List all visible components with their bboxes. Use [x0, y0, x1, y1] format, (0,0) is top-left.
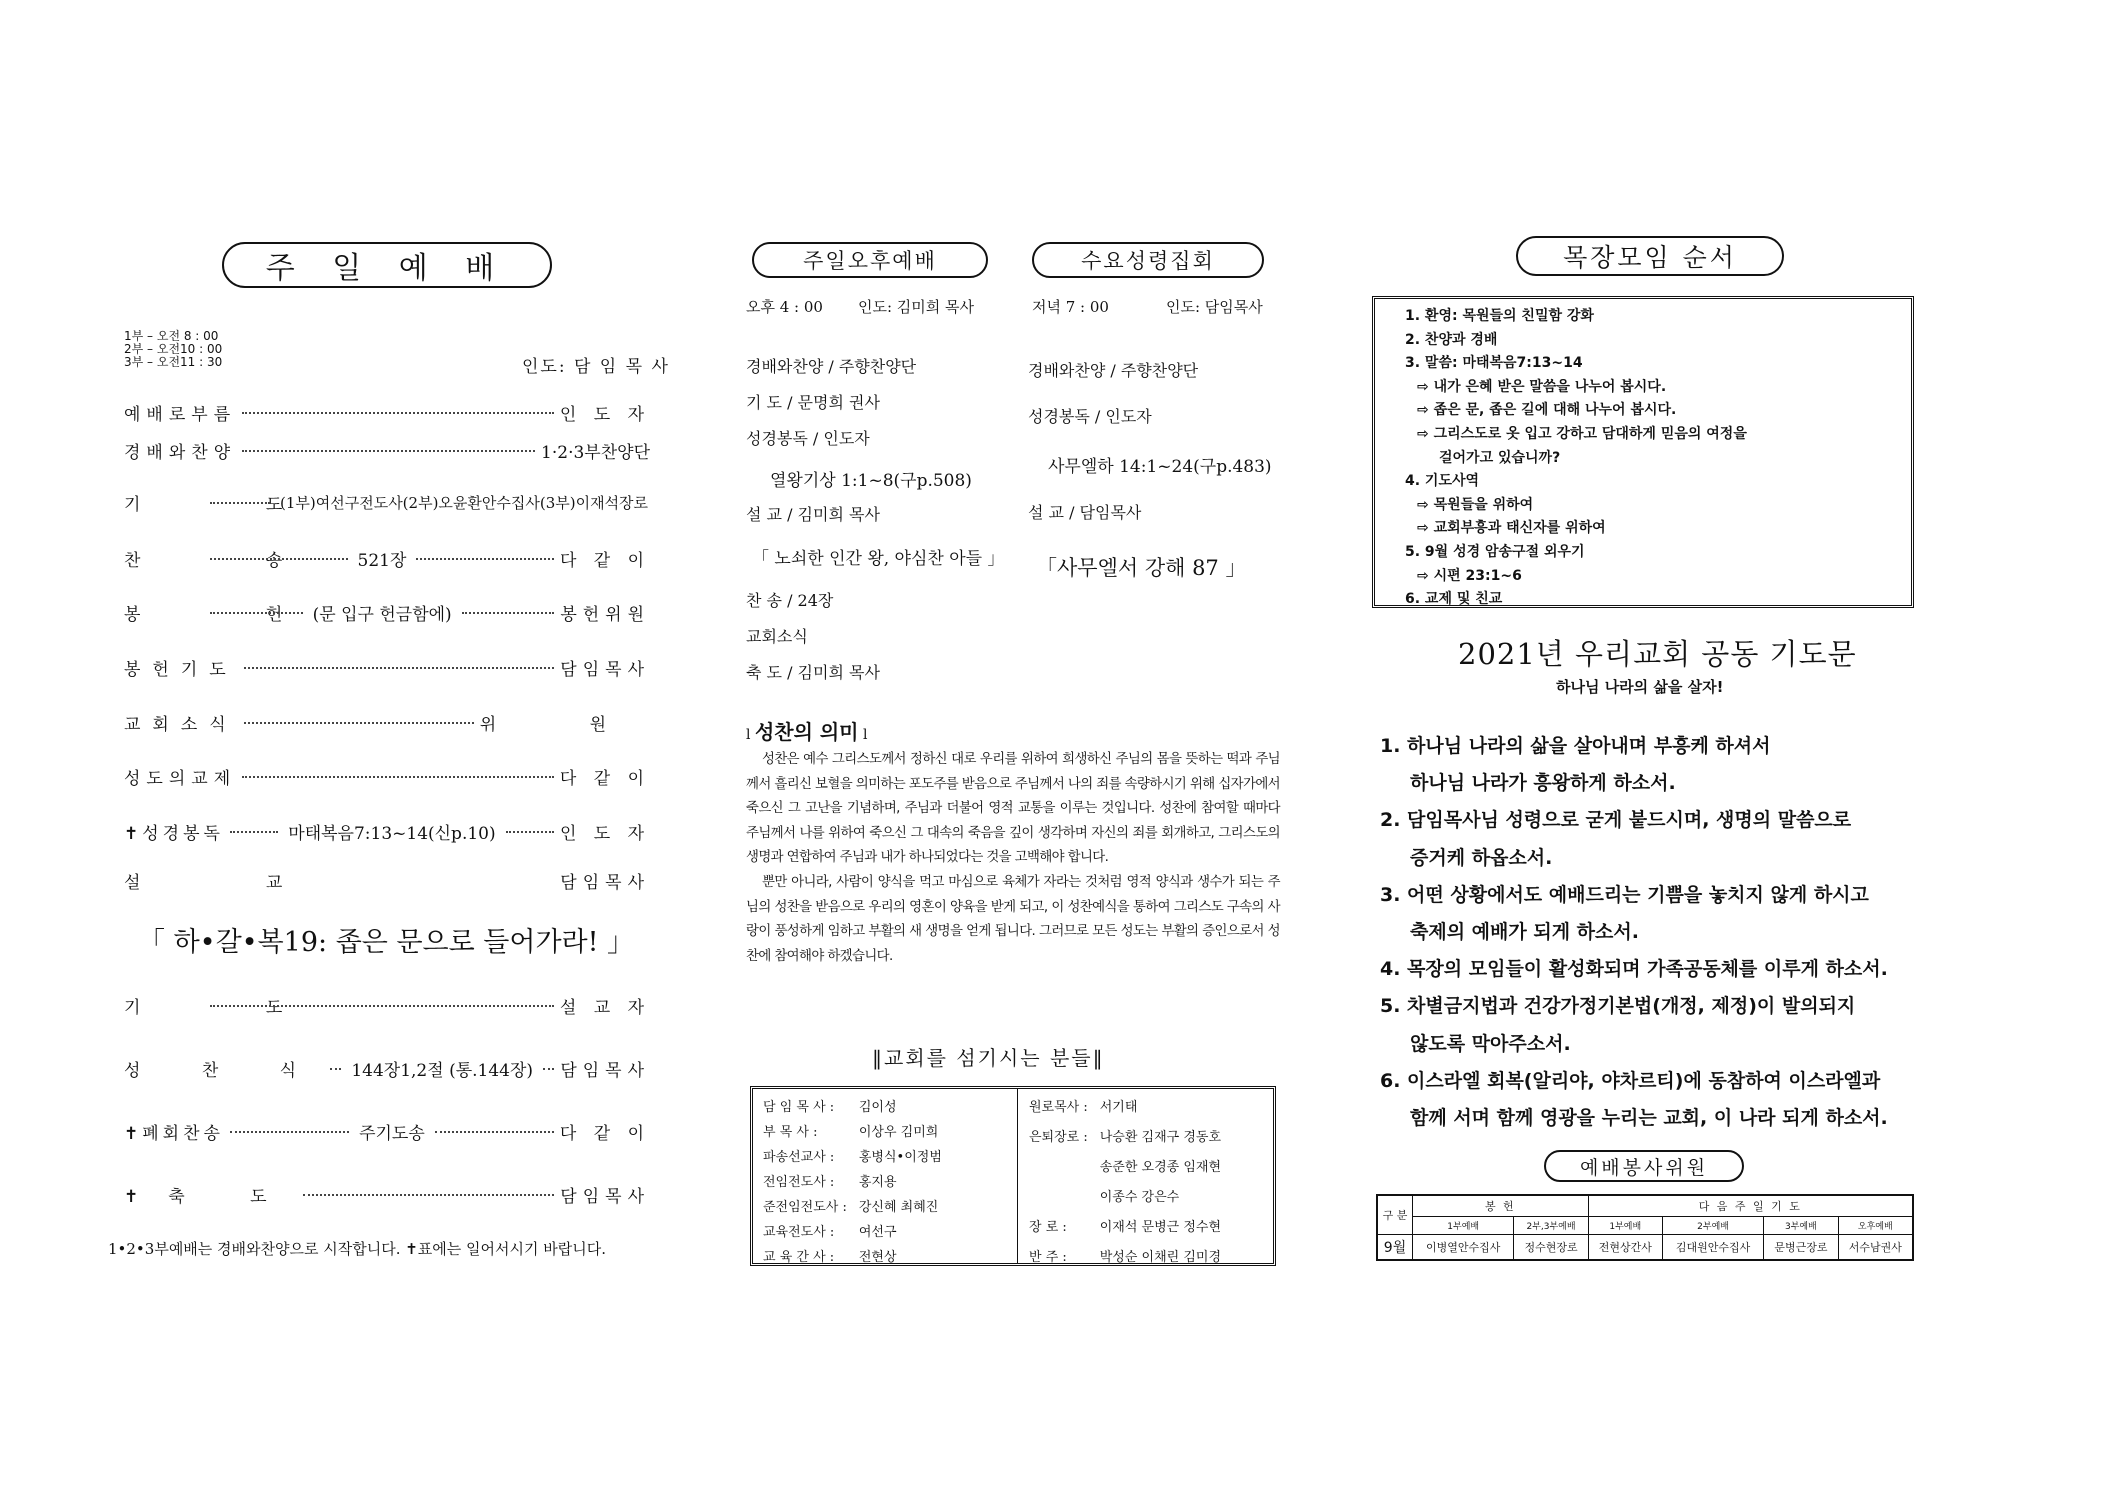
wednesday-line: 사무엘하 14:1~24(구p.483) — [1048, 457, 1272, 477]
order-row: 성 찬 식 144장1,2절 (통.144장) 담임목사 — [124, 1061, 651, 1081]
wednesday-sermon: 「사무엘서 강해 87 」 — [1036, 556, 1247, 580]
staff-row: 반 주 : 박성순 이채린 김미경 — [1029, 1250, 1222, 1265]
staff-heading: ‖교회를 섬기시는 분들‖ — [872, 1046, 1105, 1070]
cell-item: ⇨ 그리스도로 옷 입고 강하고 담대하게 믿음의 여정을 — [1417, 425, 1747, 442]
cell-item: ⇨ 좁은 문, 좁은 길에 대해 나누어 봅시다. — [1417, 402, 1677, 419]
cell-item: 3. 말씀: 마태복음7:13~14 — [1405, 355, 1583, 372]
service-times — [124, 330, 222, 369]
sunday-sermon-title: 「 하•갈•복19: 좁은 문으로 들어가라! 」 — [138, 927, 635, 958]
cell-item: ⇨ 목원들을 위하여 — [1417, 496, 1534, 513]
service-table: 구 분 봉 헌 다 음 주 일 기 도 1부예배 2부,3부예배 1부예배 2부예배 3부예배 오후예배 9월 이병열안수집사 정수현장로 전현상간사 김대원안수집사 문병근장로 서수남권사 — [1376, 1194, 1914, 1261]
prayer-line: 함께 서며 함께 영광을 누리는 교회, 이 나라 되게 하소서. — [1410, 1107, 1888, 1130]
order-row: 예배로부름 인 도 자 — [124, 405, 650, 425]
prayer-line: 2. 담임목사님 성령으로 굳게 붙드시며, 생명의 말씀으로 — [1380, 809, 1852, 832]
prayer-line: 6. 이스라엘 회복(알리야, 야차르티)에 동참하여 이스라엘과 — [1380, 1069, 1881, 1092]
afternoon-leader: 인도: 김미희 목사 — [858, 298, 975, 316]
order-row: ✝폐회찬송 주기도송 다 같 이 — [124, 1124, 650, 1144]
staff-left — [757, 1093, 948, 1268]
wednesday-title: 수요성령집회 — [1032, 242, 1264, 278]
wednesday-line: 경배와찬양 / 주향찬양단 — [1028, 361, 1199, 380]
staff-row: 은퇴장로 : 나승환 김재구 경동호 — [1029, 1130, 1222, 1145]
afternoon-title: 주일오후예배 — [752, 242, 988, 278]
staff-right — [1023, 1093, 1227, 1268]
order-row: 성도의교제 다 같 이 — [124, 769, 650, 789]
afternoon-line: 기 도 / 문명희 권사 — [746, 393, 880, 412]
cell-item: ⇨ 교회부흥과 태신자를 위하여 — [1417, 520, 1606, 537]
cell-item: ⇨ 내가 은혜 받은 말씀을 나누어 봅시다. — [1417, 378, 1667, 395]
wednesday-line: 성경봉독 / 인도자 — [1028, 407, 1152, 426]
cell-item: ⇨ 시편 23:1~6 — [1417, 567, 1522, 584]
sunday-footnote: 1•2•3부예배는 경배와찬양으로 시작합니다. ✝표에는 일어서시기 바랍니다. — [108, 1240, 606, 1258]
afternoon-line: 성경봉독 / 인도자 — [746, 429, 870, 448]
staff-row: 부 목 사 : 이상우 김미희 — [763, 1125, 939, 1140]
sunday-title — [222, 242, 552, 288]
order-row: ✝축 도 담임목사 — [124, 1187, 650, 1207]
prayer-body — [1380, 728, 1888, 1137]
time-2: 2부 – 오전10 : 00 — [124, 342, 223, 356]
staff-row: 이종수 강은수 — [1099, 1190, 1180, 1205]
wednesday-time: 저녁 7 : 00 — [1032, 298, 1109, 316]
sunday-leader: 인도: 담 임 목 사 — [522, 357, 670, 377]
prayer-line: 하나님 나라가 흥왕하게 하소서. — [1410, 772, 1676, 795]
order-row: 찬 송 521장 다 같 이 — [124, 551, 651, 571]
order-row: ✝성경봉독 마태복음7:13~14(신p.10) 인 도 자 — [124, 824, 651, 844]
afternoon-line: 열왕기상 1:1~8(구p.508) — [770, 471, 972, 491]
order-row: 기 도 (1부)여선구전도사(2부)오윤환안수집사(3부)이재석장로 — [124, 494, 649, 515]
cell-item: 2. 찬양과 경배 — [1405, 331, 1498, 348]
cell-item: 걸어가고 있습니까? — [1439, 449, 1561, 466]
afternoon-line: 설 교 / 김미희 목사 — [746, 505, 880, 524]
afternoon-line: 축 도 / 김미희 목사 — [746, 663, 880, 682]
cell-title: 목장모임 순서 — [1516, 236, 1784, 276]
time-1: 1부 – 오전 8 : 00 — [124, 329, 219, 343]
staff-row: 교 육 간 사 : 전현상 — [763, 1250, 897, 1265]
staff-row: 준전임전도사 : 강신혜 최혜진 — [763, 1200, 939, 1215]
order-row: 봉헌기도 담임목사 — [124, 660, 650, 680]
sunday-title-text: 주 일 예 배 — [265, 251, 509, 286]
cell-order-box — [1372, 296, 1914, 608]
staff-row: 교육전도사 : 여선구 — [763, 1225, 897, 1240]
prayer-line: 5. 차별금지법과 건강가정기본법(개정, 제정)이 발의되지 — [1380, 995, 1856, 1018]
time-3: 3부 – 오전11 : 30 — [124, 355, 223, 369]
order-row: 교회소식 위 원 — [124, 715, 650, 735]
prayer-line: 축제의 예배가 되게 하소서. — [1410, 921, 1639, 944]
afternoon-line: 교회소식 — [746, 627, 808, 646]
afternoon-time: 오후 4 : 00 — [746, 298, 823, 316]
prayer-line: 4. 목장의 모임들이 활성화되며 가족공동체를 이루게 하소서. — [1380, 958, 1888, 981]
staff-row: 파송선교사 : 홍병식•이정범 — [763, 1150, 942, 1165]
communion-para-2: 뿐만 아니라, 사람이 양식을 먹고 마심으로 육체가 자라는 것처럼 영적 양식과 생수가 되는 주님의 성찬을 받음으로 우리의 영혼이 양육을 받게 되고, 이 성찬예식을 통하여 그리스도 구속의 사랑이 풍성하게 임하고 부활의 새 생명을 얻게 됩니다. 그러므로 모든 성도는 부활의 증인으로서 성찬에 참여해야 하겠습니다. — [746, 874, 1280, 964]
communion-heading: l 성찬의 의미 l — [746, 720, 868, 744]
prayer-subtitle: 하나님 나라의 삶을 살자! — [1556, 678, 1724, 696]
cell-item: 6. 교제 및 친교 — [1405, 591, 1503, 608]
communion-para-1: 성찬은 예수 그리스도께서 정하신 대로 우리를 위하여 희생하신 주님의 몸을 뜻하는 떡과 주님께서 흘리신 보혈을 의미하는 포도주를 받음으로 주님께서 나의 죄를 속량하시기 위해 십자가에서 죽으신 그 고난을 기념하며, 주님과 더불어 영적 교통을 이루는 것입니다. 성찬에 참여할 때마다 주님께서 나를 위하여 죽으신 그 대속의 죽음을 깊이 생각하며 자신의 죄를 회개하고, 그리스도의 생명과 연합하여 주님과 내가 하나되었다는 것을 고백해야 합니다. — [746, 752, 1280, 866]
cell-item: 5. 9월 성경 암송구절 외우기 — [1405, 543, 1585, 560]
order-row: 설 교 담임목사 — [124, 873, 650, 893]
order-row: 경배와찬양 1·2·3부찬양단 — [124, 443, 650, 463]
staff-row: 장 로 : 이재석 문병근 정수현 — [1029, 1220, 1222, 1235]
afternoon-line: 경배와찬양 / 주향찬양단 — [746, 357, 917, 376]
order-row: 봉 헌 (문 입구 헌금함에) 봉헌위원 — [124, 605, 651, 625]
staff-row: 담 임 목 사 : 김이성 — [763, 1100, 897, 1115]
staff-row: 원로목사 : 서기태 — [1029, 1100, 1138, 1115]
communion-body — [746, 748, 1280, 969]
wednesday-line: 설 교 / 담임목사 — [1028, 503, 1142, 522]
prayer-line: 1. 하나님 나라의 삶을 살아내며 부흥케 하셔서 — [1380, 735, 1771, 757]
prayer-line: 않도록 막아주소서. — [1410, 1032, 1571, 1055]
cell-item: 1. 환영: 목원들의 친밀함 강화 — [1405, 308, 1594, 324]
prayer-line: 3. 어떤 상황에서도 예배드리는 기쁨을 놓치지 않게 하시고 — [1380, 883, 1869, 906]
afternoon-sermon: 「 노쇠한 인간 왕, 야심찬 아들 」 — [752, 549, 1005, 569]
cell-item: 4. 기도사역 — [1405, 473, 1480, 490]
order-row: 기 도 설 교 자 — [124, 998, 650, 1018]
prayer-title: 2021년 우리교회 공동 기도문 — [1458, 637, 1857, 671]
staff-row: 송준한 오경종 임재현 — [1099, 1160, 1222, 1175]
afternoon-line: 찬 송 / 24장 — [746, 591, 834, 610]
service-title: 예배봉사위원 — [1544, 1150, 1744, 1182]
staff-row: 전임전도사 : 홍지용 — [763, 1175, 897, 1190]
wednesday-leader: 인도: 담임목사 — [1166, 298, 1263, 316]
staff-box — [750, 1086, 1276, 1266]
prayer-line: 증거케 하옵소서. — [1410, 846, 1553, 869]
